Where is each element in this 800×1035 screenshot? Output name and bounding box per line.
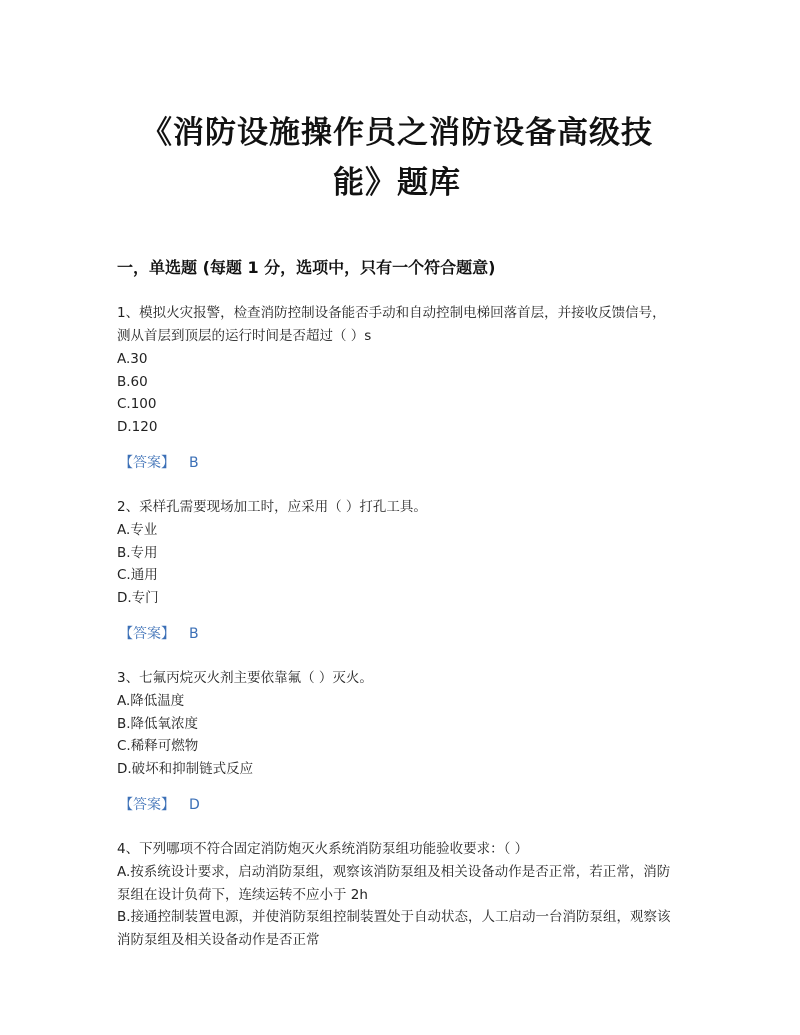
option-d: D.专门 [117, 589, 159, 606]
question-4 [117, 838, 677, 951]
answer-value: D [189, 797, 200, 813]
option-b: B.接通控制装置电源，并使消防泵组控制装置处于自动状态，人工启动一台消防泵组，观察该消防泵组及相关设备动作是否正常 [117, 909, 671, 948]
option-c: C.100 [117, 396, 157, 412]
title-line-1: 《消防设施操作员之消防设备高级技 [141, 115, 653, 151]
answer-row [117, 452, 677, 474]
answer-value: B [189, 626, 199, 642]
answer-value: B [189, 455, 199, 471]
question-3 [117, 667, 677, 816]
document-title [117, 108, 677, 208]
option-b: B.降低氧浓度 [117, 715, 199, 732]
question-stem: 2、采样孔需要现场加工时，应采用（ ）打孔工具。 [117, 499, 427, 515]
answer-label: 【答案】 [119, 797, 175, 813]
section-header: 一，单选题 (每题 1 分，选项中，只有一个符合题意) [117, 258, 496, 277]
option-b: B.专用 [117, 544, 158, 561]
option-a: A.按系统设计要求，启动消防泵组，观察该消防泵组及相关设备动作是否正常，若正常，消防泵组在设计负荷下，连续运转不应小于 2h [117, 864, 671, 903]
question-stem: 1、模拟火灾报警，检查消防控制设备能否手动和自动控制电梯回落首层，并接收反馈信号，测从首层到顶层的运行时间是否超过（ ）s [117, 305, 666, 344]
question-stem: 4、下列哪项不符合固定消防炮灭火系统消防泵组功能验收要求：（ ） [117, 841, 529, 857]
answer-label: 【答案】 [119, 455, 175, 471]
question-1 [117, 302, 677, 474]
question-2 [117, 496, 677, 645]
answer-row [117, 623, 677, 645]
option-a: A.30 [117, 351, 148, 367]
option-c: C.通用 [117, 567, 158, 583]
option-a: A.降低温度 [117, 693, 185, 709]
answer-row [117, 794, 677, 816]
document-page [117, 108, 677, 951]
question-stem: 3、七氟丙烷灭火剂主要依靠氟（ ）灭火。 [117, 670, 373, 686]
option-a: A.专业 [117, 522, 158, 538]
option-c: C.稀释可燃物 [117, 738, 199, 754]
answer-label: 【答案】 [119, 626, 175, 642]
option-d: D.破坏和抑制链式反应 [117, 760, 254, 777]
option-b: B.60 [117, 373, 148, 390]
title-line-2: 能》题库 [333, 165, 461, 201]
option-d: D.120 [117, 418, 158, 435]
